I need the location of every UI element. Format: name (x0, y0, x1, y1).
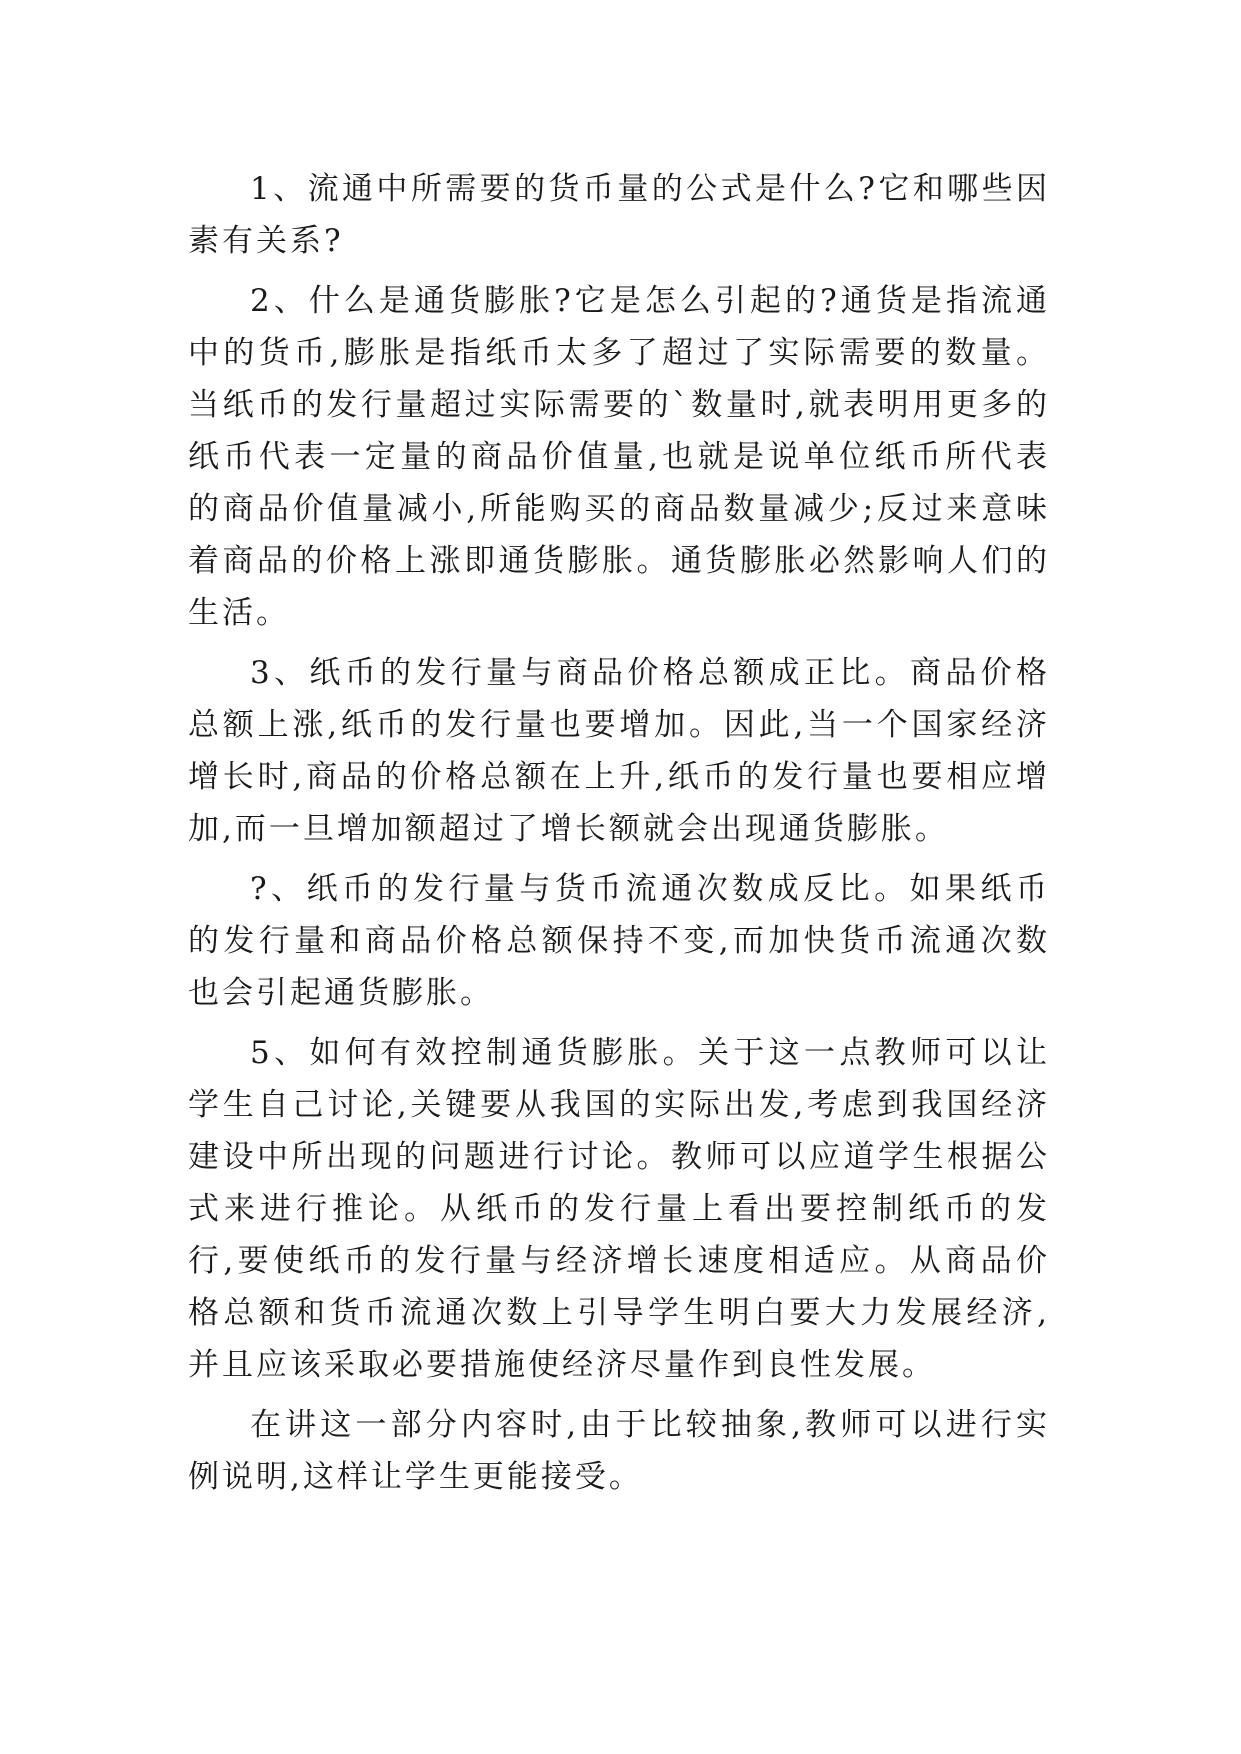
paragraph-1: 1、流通中所需要的货币量的公式是什么?它和哪些因素有关系? (188, 171, 1050, 259)
paragraph-6: 在讲这一部分内容时,由于比较抽象,教师可以进行实例说明,这样让学生更能接受。 (188, 1407, 1050, 1495)
paragraph-5: 5、如何有效控制通货膨胀。关于这一点教师可以让学生自己讨论,关键要从我国的实际出发,考虑到我国经济建设中所出现的问题进行讨论。教师可以应道学生根据公式来进行推论。从纸币的发行量上看出要控制纸币的发行,要使纸币的发行量与经济增长速度相适应。从商品价格总额和货币流通次数上引导学生明白要大力发展经济,并且应该采取必要措施使经济尽量作到良性发展。 (188, 1035, 1050, 1383)
document-body (188, 163, 1050, 1511)
paragraph-4: ?、纸币的发行量与货币流通次数成反比。如果纸币的发行量和商品价格总额保持不变,而加快货币流通次数也会引起通货膨胀。 (188, 871, 1050, 1011)
paragraph-3: 3、纸币的发行量与商品价格总额成正比。商品价格总额上涨,纸币的发行量也要增加。因此,当一个国家经济增长时,商品的价格总额在上升,纸币的发行量也要相应增加,而一旦增加额超过了增长额就会出现通货膨胀。 (188, 655, 1050, 847)
paragraph-2: 2、什么是通货膨胀?它是怎么引起的?通货是指流通中的货币,膨胀是指纸币太多了超过了实际需要的数量。当纸币的发行量超过实际需要的`数量时,就表明用更多的纸币代表一定量的商品价值量,也就是说单位纸币所代表的商品价值量减小,所能购买的商品数量减少;反过来意味着商品的价格上涨即通货膨胀。通货膨胀必然影响人们的生活。 (188, 283, 1050, 631)
